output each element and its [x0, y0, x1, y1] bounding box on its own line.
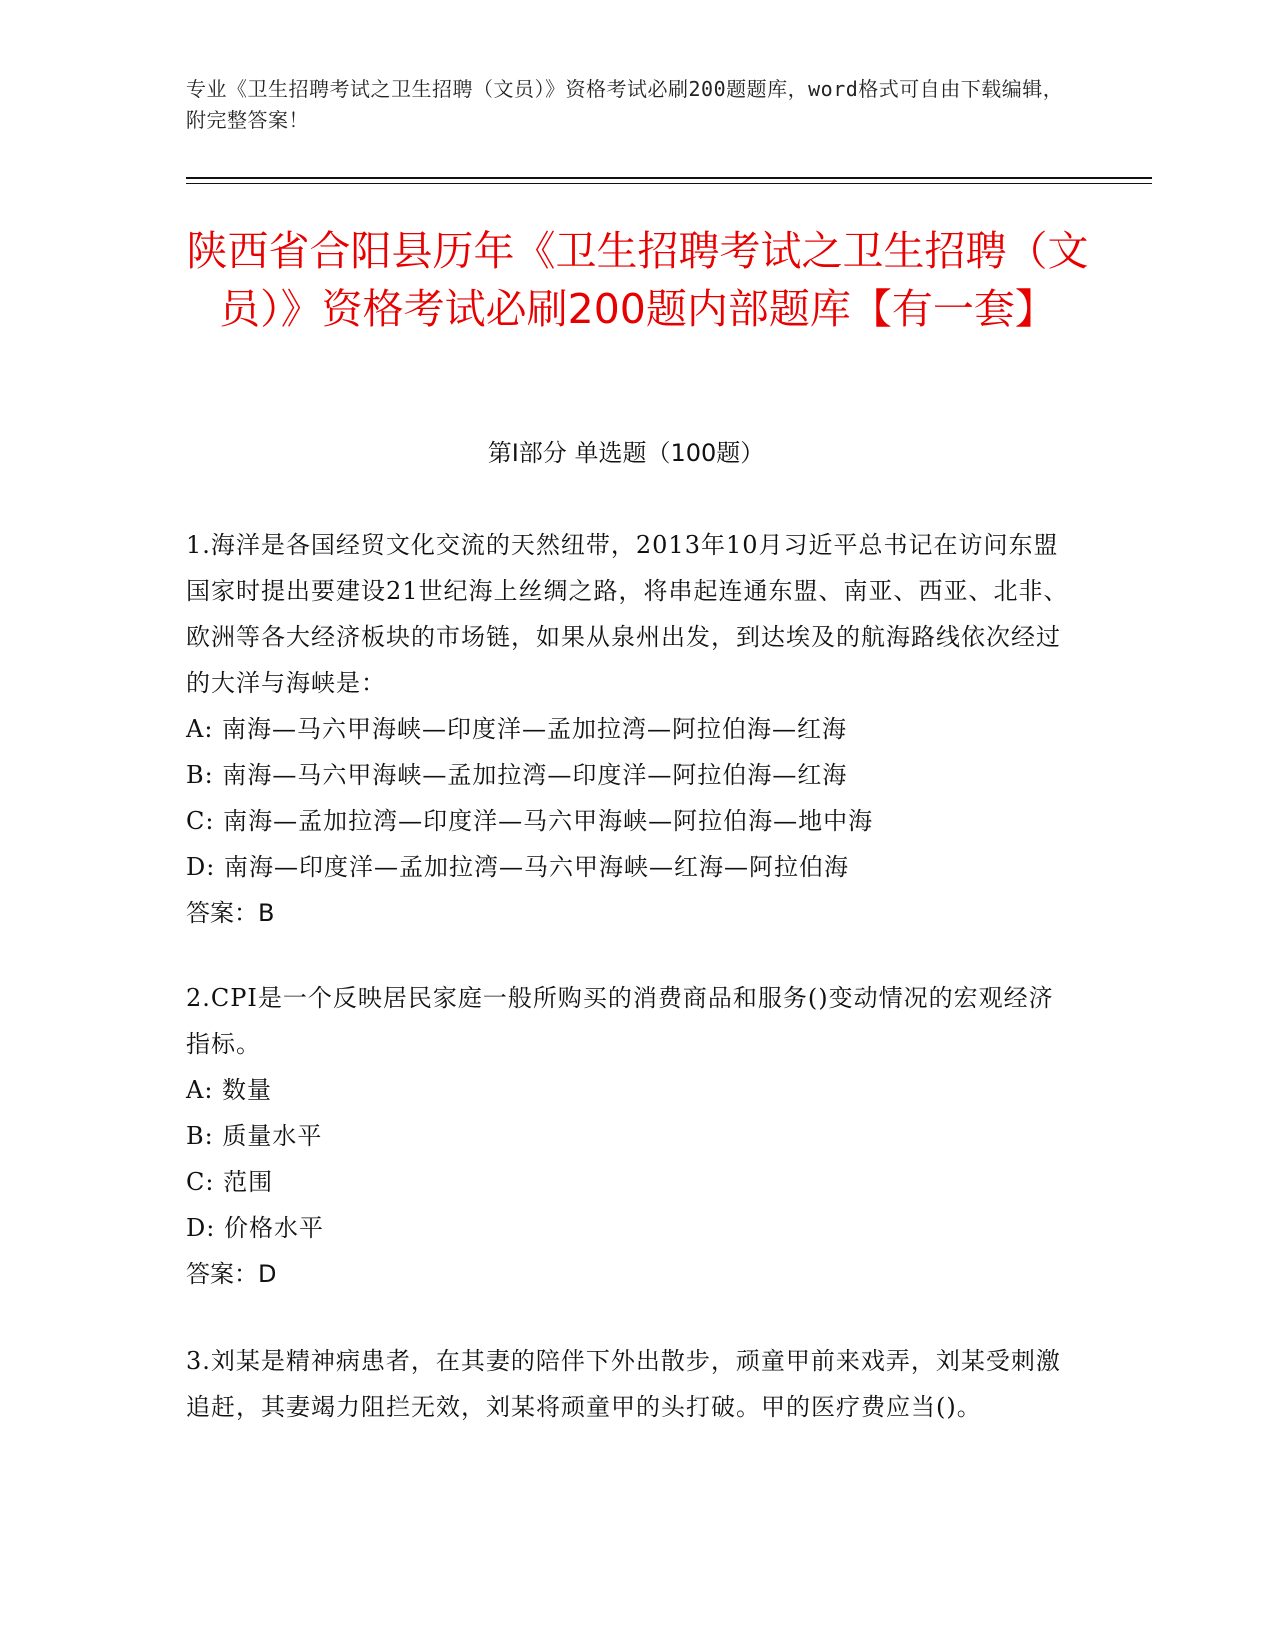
question-1 [186, 522, 1076, 936]
option-d: D: 南海—印度洋—孟加拉湾—马六甲海峡—红海—阿拉伯海 [186, 853, 849, 881]
question-text: 1.海洋是各国经贸文化交流的天然纽带，2013年10月习近平总书记在访问东盟国家时提出要建设21世纪海上丝绸之路，将串起连通东盟、南亚、西亚、北非、欧洲等各大经济板块的市场链，如果从泉州出发，到达埃及的航海路线依次经过的大洋与海峡是： [186, 531, 1069, 697]
answer: 答案：D [186, 1260, 277, 1288]
option-d: D: 价格水平 [186, 1214, 324, 1242]
question-2 [186, 975, 1076, 1297]
question-text: 2.CPI是一个反映居民家庭一般所购买的消费商品和服务()变动情况的宏观经济指标。 [186, 984, 1054, 1058]
option-a: A: 数量 [186, 1076, 273, 1104]
header-divider-thick [186, 177, 1152, 179]
answer: 答案：B [186, 899, 275, 927]
option-c: C: 范围 [186, 1168, 274, 1196]
question-text: 3.刘某是精神病患者，在其妻的陪伴下外出散步，顽童甲前来戏弄，刘某受刺激追赶，其妻竭力阻拦无效，刘某将顽童甲的头打破。甲的医疗费应当()。 [186, 1347, 1061, 1421]
header-note: 专业《卫生招聘考试之卫生招聘（文员）》资格考试必刷200题题库，word格式可自由下载编辑，附完整答案！ [186, 77, 1064, 132]
header-divider-thin [186, 183, 1152, 184]
option-b: B: 质量水平 [186, 1122, 323, 1150]
option-b: B: 南海—马六甲海峡—孟加拉湾—印度洋—阿拉伯海—红海 [186, 761, 848, 789]
document-title: 陕西省合阳县历年《卫生招聘考试之卫生招聘（文员）》资格考试必刷200题内部题库【有一套】 [186, 227, 1089, 333]
section-heading: 第I部分 单选题（100题） [487, 439, 765, 467]
option-a: A: 南海—马六甲海峡—印度洋—孟加拉湾—阿拉伯海—红海 [186, 715, 848, 743]
option-c: C: 南海—孟加拉湾—印度洋—马六甲海峡—阿拉伯海—地中海 [186, 807, 874, 835]
question-3 [186, 1338, 1076, 1430]
